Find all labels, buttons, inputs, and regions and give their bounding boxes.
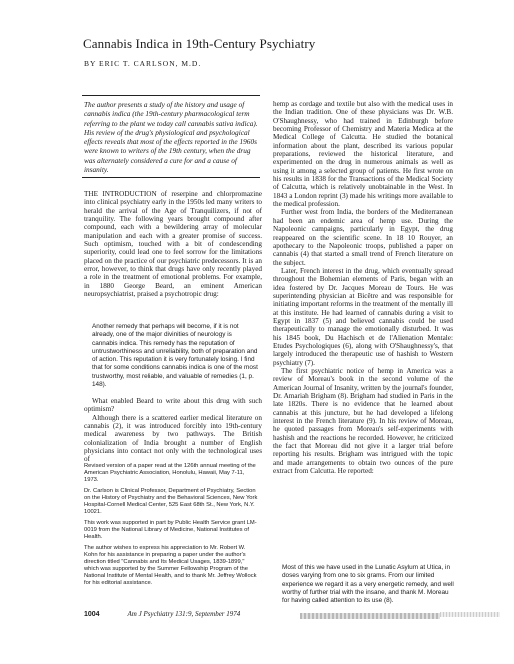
- left-paragraph-3: Although there is a scattered earlier medical literature on cannabis (2), it was introduced forcibly into 19th-century medical awareness by two pathways. The British colonialization of India brought a number of English physicians into contact not only with the technological uses of: [84, 413, 262, 464]
- brigham-quote: Most of this we have used in the Lunatic Asylum at Utica, in doses varying from one to six grams. From our limited experience we regard it as a very energetic remedy, and well worthy of further trial with the insane, and thank M. Moreau for having called attention to its use (8).: [282, 564, 454, 605]
- right-paragraph-1: hemp as cordage and textile but also with the medical uses in the Indian tradition. One of these physicians was Dr. W.B. O'Shaughnessy, who had trained in Edinburgh before becoming Professor of Chemistry and Materia Medica at the Medical College of Calcutta. He studied the botanical information about the plant, described its various popular preparations, reviewed the historical literature, and experimented on the drug in numerous animals as well as using it among a selected group of patients. He first wrote on his results in 1838 for the Transactions of the Medical Society of Calcutta, which is relatively unobtainable in the West. In 1843 a London reprint (3) made his writings more available to the medical profession.: [273, 100, 453, 209]
- right-paragraph-4: The first psychiatric notice of hemp in America was a review of Moreau's book in the second volume of the American Journal of Insanity, written by the journal's founder, Dr. Amariah Brigham (8). Brigham had studied in Paris in the late 1820s. There is no evidence that he learned about cannabis at this juncture, but he had developed a lifelong interest in the French literature (9). In his review of Moreau, he quoted passages from Moreau's self-experiments with hashish and the reactions he recorded. However, he criticized the fact that Moreau did not give it a larger trial before reporting his results. Brigham was intrigued with the topic and made arrangements to obtain two ounces of the pure extract from Calcutta. He reported:: [273, 367, 453, 476]
- note-support: This work was supported in part by Public Health Service grant LM-0019 from the National Library of Medicine, National Institutes of Health.: [84, 520, 257, 540]
- note-affiliation: Dr. Carlson is Clinical Professor, Department of Psychiatry, Section on the History of Psychiatry and the Behavioral Sciences, New York Hospital-Cornell Medical Center, 525 East 68th St., New York, N.Y. 10021.: [84, 488, 258, 515]
- page-footer: [84, 610, 240, 618]
- author-notes: [84, 463, 260, 591]
- right-paragraph-3: Later, French interest in the drug, which eventually spread throughout the Bohemian elements of Paris, began with an idea fostered by Dr. Jacques Moreau de Tours. He was superintending physician at Bicêtre and was responsible for initiating important reforms in the treatment of the mentally ill at this institute. He had learned of cannabis during a visit to Egypt in 1837 (5) and believed cannabis could be used therapeutically to manage the emotionally disturbed. It was his 1845 book, Du Hachisch et de l'Alienation Mentale: Etudes Psychologiques (6), along with O'Shaughnessy's, that largely introduced the therapeutic use of hashish to Western psychiatry (7).: [273, 266, 453, 367]
- note-acknowledgment: The author wishes to express his appreciation to Mr. Robert W. Kohn for his assistance in preparing a paper under the author's direction titled "Cannabis and Its Medical Usages, 1839-1899," which was supported by the Summer Fellowship Program of the National Institute of Mental Health, and to thank Mr. Jeffrey Wollock for his editorial assistance.: [84, 545, 257, 586]
- note-revised: Revised version of a paper read at the 126th annual meeting of the American Psychiatric Association, Honolulu, Hawaii, May 7-11, 1973.: [84, 463, 256, 483]
- left-paragraph-2: What enabled Beard to write about this drug with such optimism?: [84, 397, 262, 414]
- intro-paragraph: THE INTRODUCTION of reserpine and chlorpromazine into clinical psychiatry early in the 1950s led many writers to herald the arrival of the Age of Tranquilizers, if not of tranquility. The following years brought compound after compound, each with a bewildering array of molecular manipulation and each with a greater promise of success. Such optimism, touched with a bit of condescending superiority, could lead one to feel sorrow for the limitations placed on the practice of our psychiatric predecessors. It is an error, however, to think that drugs have only recently played a role in the treatment of emotional problems. For example, in 1880 George Beard, an eminent American neuropsychiatrist, praised a psychotropic drug:: [84, 190, 262, 299]
- beard-quote: Another remedy that perhaps will become, if it is not already, one of the major divinities of neurology is cannabis indica. This remedy has the reputation of untrustworthiness and unreliability, both of preparation and of action. This reputation it is very fortunately losing. I find that for some conditions cannabis indica is one of the most trustworthy, most reliable, and valuable of remedies (1, p. 148).: [92, 323, 258, 389]
- scan-artifact-2: [440, 612, 500, 617]
- page-number: 1004: [84, 611, 100, 618]
- article-title: Cannabis Indica in 19th-Century Psychiatry: [83, 36, 316, 51]
- abstract: The author presents a study of the history and usage of cannabis indica (the 19th-century pharmacological term referring to the plant we today call cannabis sativa indica). His review of the drug's physiological and psychological effects reveals that most of the effects reported in the 1960s were known to writers of the 19th century, when the drug was alternately considered a cure for and a cause of insanity.: [84, 100, 258, 174]
- journal-citation: Am J Psychiatry 131:9, September 1974: [127, 610, 241, 618]
- right-column: [273, 100, 453, 475]
- left-column-intro: [84, 190, 262, 298]
- article-author: BY ERIC T. CARLSON, M.D.: [84, 59, 202, 68]
- left-column-continued: [84, 397, 262, 464]
- scan-artifact: [300, 613, 440, 619]
- right-paragraph-2: Further west from India, the borders of the Mediterranean had been an endemic area of hemp use. During the Napoleonic campaigns, particularly in Egypt, the drug reappeared on the scientific scene. In 18 10 Rouyer, an apothecary to the Napoleonic troops, published a paper on cannabis (4) that started a small trend of French literature on the subject.: [273, 208, 453, 267]
